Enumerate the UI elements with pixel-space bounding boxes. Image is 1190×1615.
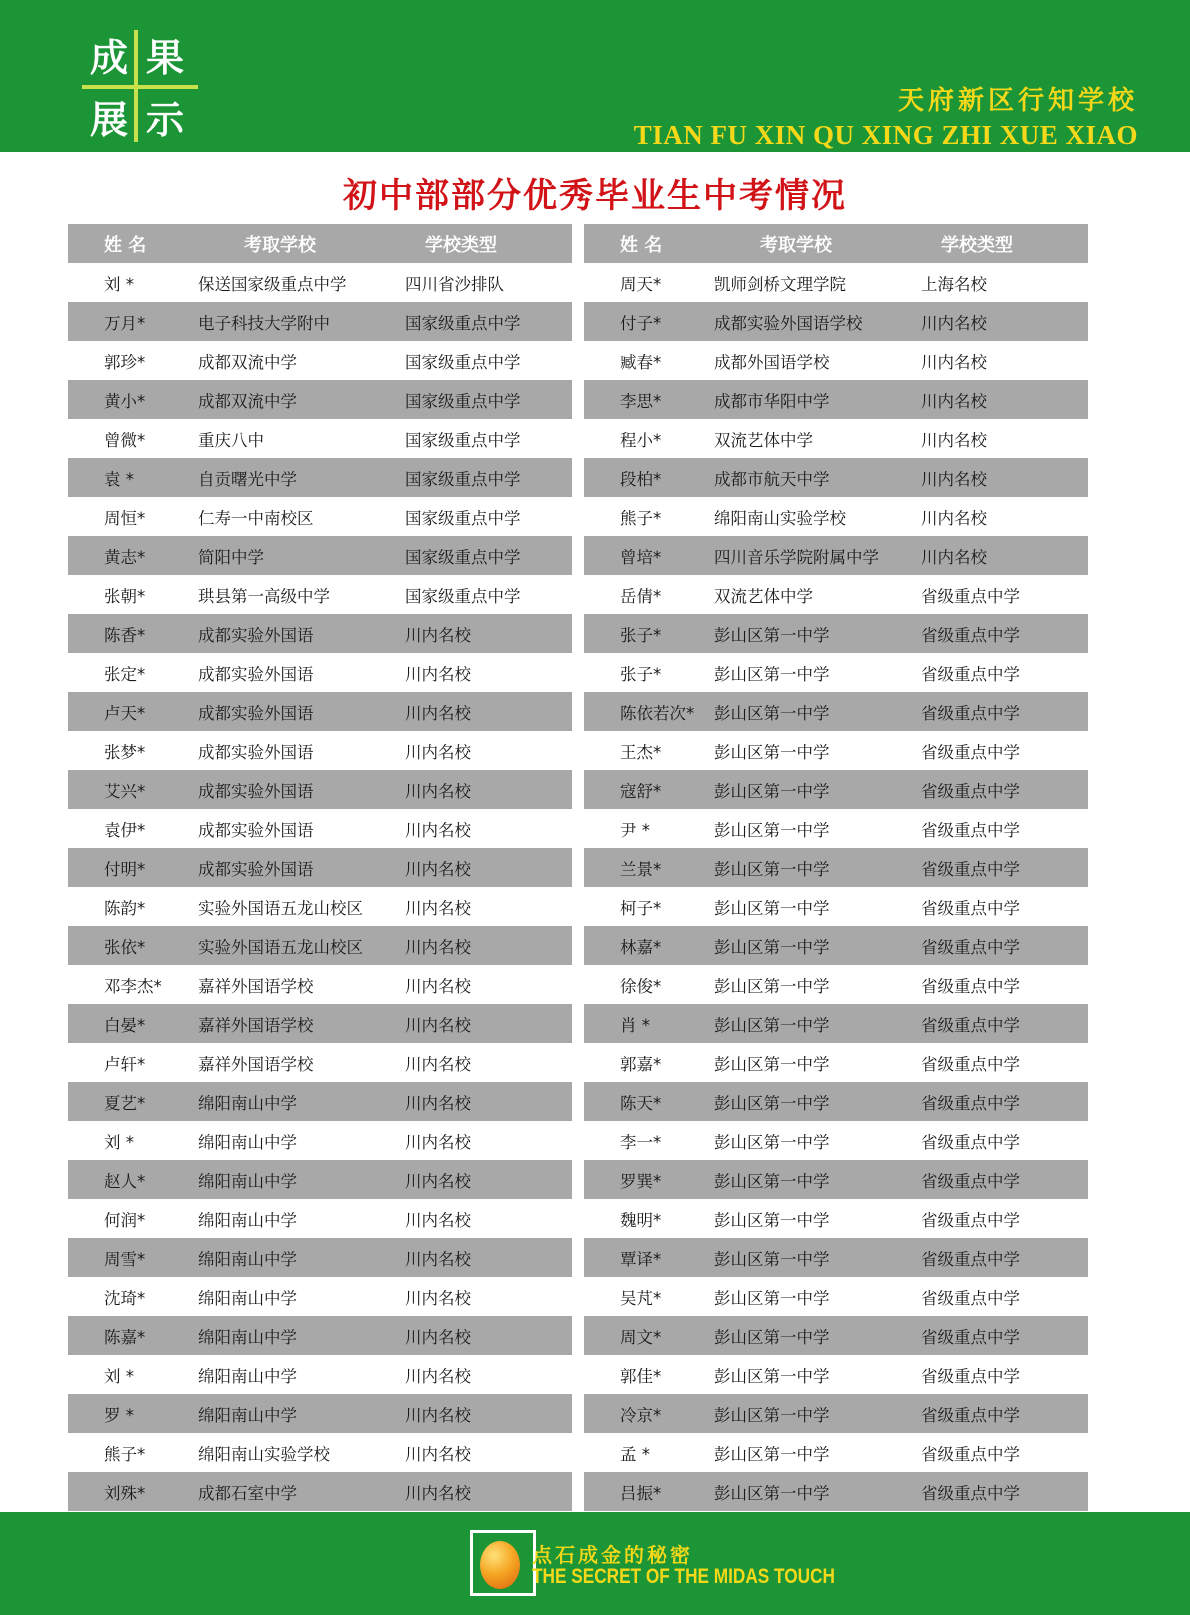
student-name: 赵人* — [104, 1171, 146, 1191]
admitted-school: 实验外国语五龙山校区 — [198, 898, 363, 918]
school-type: 省级重点中学 — [921, 1288, 1020, 1308]
table-row — [584, 965, 1088, 1004]
school-type: 省级重点中学 — [921, 1405, 1020, 1425]
admitted-school: 双流艺体中学 — [714, 586, 813, 606]
admitted-school: 成都双流中学 — [198, 352, 297, 372]
table-row — [68, 692, 572, 731]
table-row — [584, 1199, 1088, 1238]
admitted-school: 成都实验外国语 — [198, 820, 314, 840]
table-row — [68, 1160, 572, 1199]
table-row — [68, 770, 572, 809]
admitted-school: 绵阳南山中学 — [198, 1405, 297, 1425]
school-name-en: TIAN FU XIN QU XING ZHI XUE XIAO — [633, 120, 1138, 150]
table-row — [68, 1199, 572, 1238]
student-name: 曾培* — [620, 547, 662, 567]
school-type: 省级重点中学 — [921, 937, 1020, 957]
school-type: 省级重点中学 — [921, 1249, 1020, 1269]
student-name: 张子* — [620, 625, 662, 645]
school-type: 省级重点中学 — [921, 1054, 1020, 1074]
admitted-school: 成都实验外国语 — [198, 859, 314, 879]
student-name: 张子* — [620, 664, 662, 684]
table-row — [584, 1121, 1088, 1160]
admitted-school: 成都实验外国语 — [198, 703, 314, 723]
header-name: 姓 名 — [104, 234, 147, 256]
admitted-school: 彭山区第一中学 — [714, 1093, 830, 1113]
school-type: 省级重点中学 — [921, 820, 1020, 840]
table-row — [584, 614, 1088, 653]
student-name: 徐俊* — [620, 976, 662, 996]
student-name: 周恒* — [104, 508, 146, 528]
table-row — [584, 497, 1088, 536]
student-name: 陈香* — [104, 625, 146, 645]
table-header — [584, 224, 1088, 263]
admitted-school: 彭山区第一中学 — [714, 1483, 830, 1503]
school-type: 川内名校 — [405, 937, 471, 957]
admitted-school: 彭山区第一中学 — [714, 1405, 830, 1425]
admitted-school: 绵阳南山中学 — [198, 1132, 297, 1152]
school-type: 省级重点中学 — [921, 664, 1020, 684]
table-row — [584, 419, 1088, 458]
student-name: 刘 * — [104, 1366, 134, 1386]
table-row — [584, 1472, 1088, 1511]
table-row — [584, 536, 1088, 575]
table-row — [584, 692, 1088, 731]
table-row — [68, 653, 572, 692]
school-type: 国家级重点中学 — [405, 469, 521, 489]
school-type: 川内名校 — [405, 625, 471, 645]
school-type: 川内名校 — [405, 859, 471, 879]
student-name: 夏艺* — [104, 1093, 146, 1113]
table-row — [584, 926, 1088, 965]
student-name: 艾兴* — [104, 781, 146, 801]
school-type: 川内名校 — [405, 1015, 471, 1035]
table-row — [584, 1043, 1088, 1082]
table-row — [584, 887, 1088, 926]
logo-mark — [80, 28, 198, 146]
admitted-school: 彭山区第一中学 — [714, 898, 830, 918]
logo-char: 果 — [146, 36, 185, 80]
admitted-school: 嘉祥外国语学校 — [198, 1015, 314, 1035]
student-name: 卢轩* — [104, 1054, 146, 1074]
table-row — [584, 302, 1088, 341]
student-name: 魏明* — [620, 1210, 662, 1230]
student-name: 郭嘉* — [620, 1054, 662, 1074]
admitted-school: 成都市航天中学 — [714, 469, 830, 489]
table-row — [584, 731, 1088, 770]
admitted-school: 珙县第一高级中学 — [198, 586, 330, 606]
school-type: 省级重点中学 — [921, 625, 1020, 645]
results-table-right — [584, 224, 1088, 1511]
school-type: 省级重点中学 — [921, 898, 1020, 918]
logo-char: 示 — [146, 98, 185, 142]
school-type: 川内名校 — [405, 1288, 471, 1308]
student-name: 白晏* — [104, 1015, 146, 1035]
table-row — [584, 1082, 1088, 1121]
admitted-school: 双流艺体中学 — [714, 430, 813, 450]
school-type: 川内名校 — [405, 976, 471, 996]
admitted-school: 彭山区第一中学 — [714, 1366, 830, 1386]
student-name: 周天* — [620, 274, 662, 294]
admitted-school: 绵阳南山中学 — [198, 1366, 297, 1386]
admitted-school: 绵阳南山中学 — [198, 1327, 297, 1347]
admitted-school: 彭山区第一中学 — [714, 859, 830, 879]
student-name: 冷京* — [620, 1405, 662, 1425]
student-name: 袁 * — [104, 469, 134, 489]
student-name: 吕振* — [620, 1483, 662, 1503]
header-school: 考取学校 — [244, 234, 316, 256]
table-row — [584, 809, 1088, 848]
admitted-school: 彭山区第一中学 — [714, 625, 830, 645]
school-type: 省级重点中学 — [921, 1483, 1020, 1503]
header-type: 学校类型 — [941, 234, 1013, 256]
table-row — [68, 965, 572, 1004]
student-name: 段柏* — [620, 469, 662, 489]
slogan-en: THE SECRET OF THE MIDAS TOUCH — [532, 1565, 835, 1588]
table-row — [68, 1238, 572, 1277]
admitted-school: 嘉祥外国语学校 — [198, 1054, 314, 1074]
student-name: 熊子* — [104, 1444, 146, 1464]
slogan-cn: 点石成金的秘密 — [532, 1543, 693, 1567]
student-name: 陈天* — [620, 1093, 662, 1113]
admitted-school: 彭山区第一中学 — [714, 820, 830, 840]
student-name: 罗巽* — [620, 1171, 662, 1191]
admitted-school: 成都外国语学校 — [714, 352, 830, 372]
student-name: 陈依若次* — [620, 703, 695, 723]
school-type: 省级重点中学 — [921, 1444, 1020, 1464]
student-name: 陈韵* — [104, 898, 146, 918]
school-type: 省级重点中学 — [921, 1171, 1020, 1191]
school-type: 川内名校 — [405, 898, 471, 918]
admitted-school: 成都双流中学 — [198, 391, 297, 411]
student-name: 刘 * — [104, 1132, 134, 1152]
school-type: 川内名校 — [921, 352, 987, 372]
logo-char: 成 — [90, 36, 129, 80]
table-row — [68, 1277, 572, 1316]
table-row — [68, 1004, 572, 1043]
student-name: 邓李杰* — [104, 976, 162, 996]
student-name: 何润* — [104, 1210, 146, 1230]
school-type: 川内名校 — [405, 1171, 471, 1191]
admitted-school: 嘉祥外国语学校 — [198, 976, 314, 996]
school-type: 川内名校 — [405, 664, 471, 684]
school-type: 川内名校 — [405, 1405, 471, 1425]
student-name: 刘 * — [104, 274, 134, 294]
student-name: 卢天* — [104, 703, 146, 723]
table-row — [68, 380, 572, 419]
school-type: 川内名校 — [405, 742, 471, 762]
student-name: 熊子* — [620, 508, 662, 528]
student-name: 张依* — [104, 937, 146, 957]
student-name: 袁伊* — [104, 820, 146, 840]
school-type: 川内名校 — [405, 1483, 471, 1503]
admitted-school: 自贡曙光中学 — [198, 469, 297, 489]
admitted-school: 彭山区第一中学 — [714, 1171, 830, 1191]
school-type: 省级重点中学 — [921, 1015, 1020, 1035]
student-name: 兰景* — [620, 859, 662, 879]
student-name: 付明* — [104, 859, 146, 879]
table-row — [584, 1394, 1088, 1433]
admitted-school: 成都实验外国语 — [198, 781, 314, 801]
student-name: 张定* — [104, 664, 146, 684]
admitted-school: 实验外国语五龙山校区 — [198, 937, 363, 957]
table-row — [584, 770, 1088, 809]
table-row — [68, 1355, 572, 1394]
school-type: 川内名校 — [921, 469, 987, 489]
student-name: 张朝* — [104, 586, 146, 606]
student-name: 尹 * — [620, 820, 650, 840]
table-row — [68, 1433, 572, 1472]
table-row — [68, 263, 572, 302]
admitted-school: 绵阳南山中学 — [198, 1210, 297, 1230]
table-body — [584, 263, 1088, 1511]
student-name: 李思* — [620, 391, 662, 411]
header-type: 学校类型 — [425, 234, 497, 256]
logo-char: 展 — [90, 98, 129, 142]
admitted-school: 绵阳南山中学 — [198, 1171, 297, 1191]
school-type: 川内名校 — [405, 781, 471, 801]
school-type: 川内名校 — [405, 1327, 471, 1347]
admitted-school: 简阳中学 — [198, 547, 264, 567]
school-type: 省级重点中学 — [921, 976, 1020, 996]
school-type: 川内名校 — [405, 703, 471, 723]
school-type: 川内名校 — [921, 391, 987, 411]
admitted-school: 彭山区第一中学 — [714, 937, 830, 957]
admitted-school: 彭山区第一中学 — [714, 1444, 830, 1464]
logo-horizontal-line — [82, 85, 198, 89]
admitted-school: 彭山区第一中学 — [714, 1132, 830, 1152]
table-row — [584, 1160, 1088, 1199]
student-name: 李一* — [620, 1132, 662, 1152]
student-name: 周文* — [620, 1327, 662, 1347]
table-row — [68, 848, 572, 887]
table-row — [68, 1472, 572, 1511]
table-row — [68, 1043, 572, 1082]
admitted-school: 成都市华阳中学 — [714, 391, 830, 411]
admitted-school: 四川音乐学院附属中学 — [714, 547, 879, 567]
school-type: 国家级重点中学 — [405, 352, 521, 372]
school-type: 川内名校 — [921, 547, 987, 567]
school-type: 省级重点中学 — [921, 586, 1020, 606]
student-name: 万月* — [104, 313, 146, 333]
table-row — [584, 848, 1088, 887]
school-type: 国家级重点中学 — [405, 508, 521, 528]
school-type: 川内名校 — [405, 1366, 471, 1386]
school-type: 省级重点中学 — [921, 703, 1020, 723]
golden-egg-icon — [480, 1541, 520, 1589]
table-row — [68, 1121, 572, 1160]
table-row — [68, 575, 572, 614]
table-row — [68, 614, 572, 653]
header-school: 考取学校 — [760, 234, 832, 256]
table-row — [68, 1082, 572, 1121]
admitted-school: 成都石室中学 — [198, 1483, 297, 1503]
school-type: 川内名校 — [405, 1444, 471, 1464]
table-row — [584, 653, 1088, 692]
admitted-school: 彭山区第一中学 — [714, 781, 830, 801]
student-name: 张梦* — [104, 742, 146, 762]
student-name: 黄小* — [104, 391, 146, 411]
admitted-school: 绵阳南山实验学校 — [198, 1444, 330, 1464]
student-name: 肖 * — [620, 1015, 650, 1035]
school-type: 川内名校 — [921, 430, 987, 450]
table-row — [584, 1355, 1088, 1394]
student-name: 郭珍* — [104, 352, 146, 372]
student-name: 刘殊* — [104, 1483, 146, 1503]
table-row — [68, 419, 572, 458]
school-type: 省级重点中学 — [921, 1132, 1020, 1152]
table-header — [68, 224, 572, 263]
table-row — [68, 731, 572, 770]
admitted-school: 彭山区第一中学 — [714, 1288, 830, 1308]
student-name: 曾微* — [104, 430, 146, 450]
table-row — [584, 341, 1088, 380]
school-type: 川内名校 — [405, 1132, 471, 1152]
table-row — [68, 926, 572, 965]
table-row — [584, 263, 1088, 302]
school-type: 川内名校 — [405, 1210, 471, 1230]
table-row — [68, 497, 572, 536]
school-type: 省级重点中学 — [921, 1327, 1020, 1347]
admitted-school: 彭山区第一中学 — [714, 703, 830, 723]
admitted-school: 绵阳南山实验学校 — [714, 508, 846, 528]
school-type: 国家级重点中学 — [405, 430, 521, 450]
school-type: 川内名校 — [405, 1054, 471, 1074]
admitted-school: 凯师剑桥文理学院 — [714, 274, 846, 294]
student-name: 郭佳* — [620, 1366, 662, 1386]
page-title: 初中部部分优秀毕业生中考情况 — [343, 176, 847, 216]
student-name: 黄志* — [104, 547, 146, 567]
school-type: 川内名校 — [921, 313, 987, 333]
student-name: 寇舒* — [620, 781, 662, 801]
table-row — [584, 458, 1088, 497]
admitted-school: 彭山区第一中学 — [714, 1249, 830, 1269]
table-row — [584, 1433, 1088, 1472]
admitted-school: 仁寿一中南校区 — [198, 508, 314, 528]
table-row — [584, 575, 1088, 614]
admitted-school: 彭山区第一中学 — [714, 742, 830, 762]
student-name: 付子* — [620, 313, 662, 333]
student-name: 王杰* — [620, 742, 662, 762]
school-name-cn: 天府新区行知学校 — [897, 86, 1138, 116]
header-name: 姓 名 — [620, 234, 663, 256]
admitted-school: 绵阳南山中学 — [198, 1288, 297, 1308]
school-type: 省级重点中学 — [921, 781, 1020, 801]
school-type: 国家级重点中学 — [405, 586, 521, 606]
admitted-school: 彭山区第一中学 — [714, 976, 830, 996]
school-type: 川内名校 — [921, 508, 987, 528]
table-row — [68, 536, 572, 575]
admitted-school: 绵阳南山中学 — [198, 1093, 297, 1113]
school-type: 省级重点中学 — [921, 1366, 1020, 1386]
table-row — [584, 1004, 1088, 1043]
school-type: 川内名校 — [405, 1093, 471, 1113]
admitted-school: 成都实验外国语学校 — [714, 313, 863, 333]
student-name: 柯子* — [620, 898, 662, 918]
admitted-school: 彭山区第一中学 — [714, 1210, 830, 1230]
admitted-school: 彭山区第一中学 — [714, 1054, 830, 1074]
student-name: 覃译* — [620, 1249, 662, 1269]
student-name: 沈琦* — [104, 1288, 146, 1308]
admitted-school: 成都实验外国语 — [198, 742, 314, 762]
table-row — [68, 887, 572, 926]
admitted-school: 电子科技大学附中 — [198, 313, 330, 333]
admitted-school: 彭山区第一中学 — [714, 1015, 830, 1035]
admitted-school: 成都实验外国语 — [198, 664, 314, 684]
table-row — [584, 1316, 1088, 1355]
table-row — [584, 1277, 1088, 1316]
school-type: 国家级重点中学 — [405, 313, 521, 333]
table-row — [68, 809, 572, 848]
table-row — [68, 458, 572, 497]
student-name: 吴芃* — [620, 1288, 662, 1308]
student-name: 孟 * — [620, 1444, 650, 1464]
school-type: 省级重点中学 — [921, 859, 1020, 879]
school-type: 川内名校 — [405, 1249, 471, 1269]
student-name: 周雪* — [104, 1249, 146, 1269]
results-table-left — [68, 224, 572, 1511]
admitted-school: 重庆八中 — [198, 430, 264, 450]
student-name: 臧春* — [620, 352, 662, 372]
table-row — [584, 1238, 1088, 1277]
student-name: 罗 * — [104, 1405, 134, 1425]
school-type: 四川省沙排队 — [405, 274, 504, 294]
table-row — [584, 380, 1088, 419]
admitted-school: 绵阳南山中学 — [198, 1249, 297, 1269]
school-type: 上海名校 — [921, 274, 987, 294]
school-type: 省级重点中学 — [921, 742, 1020, 762]
admitted-school: 彭山区第一中学 — [714, 664, 830, 684]
table-body — [68, 263, 572, 1511]
admitted-school: 成都实验外国语 — [198, 625, 314, 645]
table-row — [68, 302, 572, 341]
student-name: 林嘉* — [620, 937, 662, 957]
school-type: 国家级重点中学 — [405, 547, 521, 567]
admitted-school: 彭山区第一中学 — [714, 1327, 830, 1347]
school-type: 国家级重点中学 — [405, 391, 521, 411]
student-name: 陈嘉* — [104, 1327, 146, 1347]
school-type: 川内名校 — [405, 820, 471, 840]
school-type: 省级重点中学 — [921, 1093, 1020, 1113]
student-name: 程小* — [620, 430, 662, 450]
school-type: 省级重点中学 — [921, 1210, 1020, 1230]
table-row — [68, 341, 572, 380]
student-name: 岳倩* — [620, 586, 662, 606]
table-row — [68, 1394, 572, 1433]
table-row — [68, 1316, 572, 1355]
admitted-school: 保送国家级重点中学 — [198, 274, 347, 294]
